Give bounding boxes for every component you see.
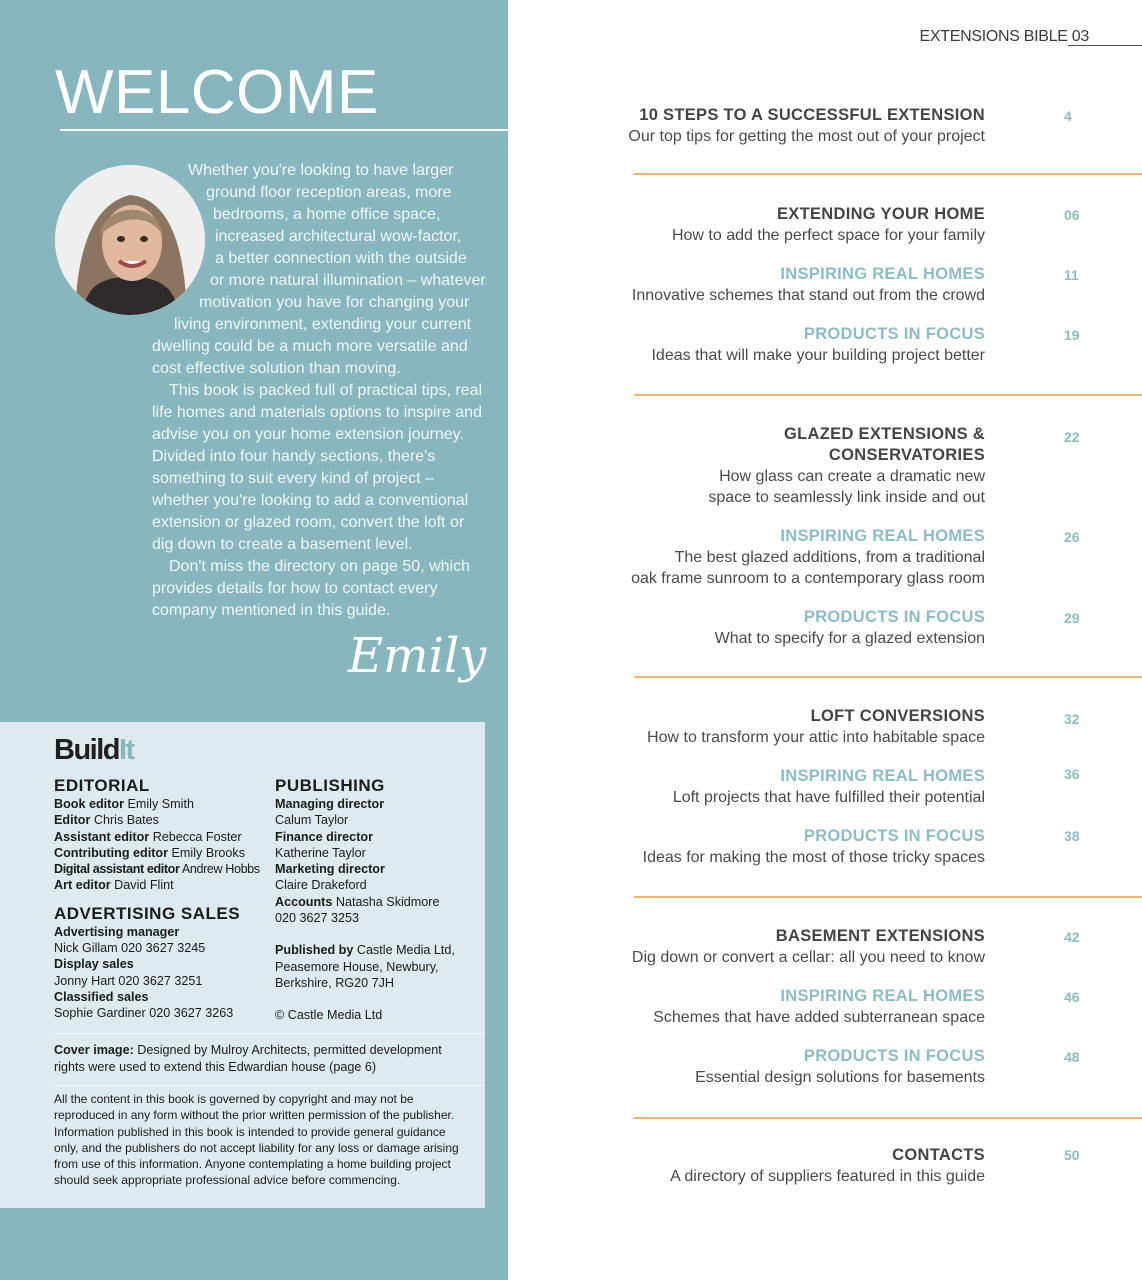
copyright: © Castle Media Ltd	[275, 1008, 383, 1023]
entry-desc: Essential design solutions for basements	[695, 1069, 985, 1086]
logo-accent: It	[119, 734, 134, 766]
cover-label: Cover image:	[54, 1043, 134, 1057]
cover-text: rights were used to extend this Edwardian house (page 6)	[54, 1059, 377, 1074]
credit-role: Art editor	[54, 878, 111, 893]
contents-entry[interactable]	[647, 706, 985, 748]
entry-title: PRODUCTS IN FOCUS	[803, 1047, 985, 1065]
spacer	[54, 894, 266, 904]
intro-line: ground floor reception areas, more	[206, 184, 452, 201]
publisher-line: Peasemore House, Newbury,	[275, 959, 439, 974]
section-divider	[634, 394, 1142, 396]
welcome-rule	[60, 129, 508, 131]
entry-title: CONTACTS	[892, 1146, 985, 1164]
credit-role: Editor	[54, 813, 91, 828]
intro-line: something to suit every kind of project –	[152, 470, 434, 487]
credit-name: Andrew Hobbs	[181, 862, 260, 877]
credit-row	[54, 845, 266, 861]
credit-role: Classified sales	[54, 989, 149, 1004]
entry-page-number: 48	[1064, 1049, 1080, 1065]
page-header: EXTENSIONS BIBLE 03	[919, 28, 1089, 45]
entry-desc: Our top tips for getting the most out of your project	[628, 128, 985, 145]
legal-line: reproduced in any form without the prior written permission of the publisher.	[54, 1108, 455, 1123]
entry-page-number: 46	[1064, 989, 1080, 1005]
credit-name: Rebecca Foster	[152, 829, 242, 844]
intro-line: advise you on your home extension journey.	[152, 426, 464, 443]
intro-line: Divided into four handy sections, there's	[152, 448, 436, 465]
credits-box	[0, 722, 485, 1208]
entry-title-line2: CONSERVATORIES	[828, 446, 985, 464]
legal-line: should seek appropriate professional advice before commencing.	[54, 1173, 401, 1188]
entry-page-number: 4	[1064, 108, 1072, 124]
contents-entry[interactable]	[653, 986, 985, 1028]
credit-role: Advertising manager	[54, 924, 180, 939]
entry-title: PRODUCTS IN FOCUS	[803, 325, 985, 343]
cover-credit	[54, 1042, 464, 1075]
credit-role: Marketing director	[275, 862, 385, 877]
credit-role: Book editor	[54, 797, 124, 811]
contents-entry[interactable]	[643, 826, 985, 868]
legal-line: Information published in this book is intended to provide general guidance	[54, 1124, 446, 1139]
entry-desc: How to add the perfect space for your family	[671, 227, 985, 244]
entry-title: 10 STEPS TO A SUCCESSFUL EXTENSION	[639, 106, 985, 124]
intro-line: extension or glazed room, convert the loft or	[152, 514, 465, 531]
intro-line: cost effective solution than moving.	[152, 360, 401, 377]
credit-name: Nick Gillam 020 3627 3245	[54, 941, 206, 956]
header-rule	[1068, 45, 1142, 46]
credit-row	[54, 877, 266, 893]
credit-role: Accounts	[275, 894, 333, 909]
section-divider	[634, 896, 1142, 898]
credit-row	[275, 894, 480, 910]
contents-entry[interactable]	[672, 204, 985, 246]
entry-title: BASEMENT EXTENSIONS	[775, 927, 985, 945]
credit-name: Calum Taylor	[275, 813, 349, 828]
credit-name: Natasha Skidmore	[335, 894, 440, 909]
entry-desc: Schemes that have added subterranean space	[653, 1009, 985, 1026]
credit-row	[54, 812, 266, 828]
entry-page-number: 19	[1064, 327, 1080, 343]
legal-line: All the content in this book is governed by copyright and may not be	[54, 1092, 414, 1106]
credit-name: Emily Brooks	[171, 845, 246, 860]
contents-entry[interactable]	[632, 264, 985, 306]
credit-row	[54, 829, 266, 845]
credits-divider	[54, 1033, 485, 1034]
entry-page-number: 22	[1064, 429, 1080, 445]
intro-line: dwelling could be a much more versatile and	[152, 338, 468, 355]
publisher-line: Castle Media Ltd,	[356, 943, 455, 958]
welcome-heading: WELCOME	[55, 58, 379, 127]
cover-row	[54, 1042, 464, 1059]
intro-line: Whether you're looking to have larger	[188, 162, 454, 179]
entry-desc: How to transform your attic into habitable space	[647, 729, 985, 746]
credit-name: Emily Smith	[127, 797, 194, 811]
entry-desc: A directory of suppliers featured in this guide	[670, 1168, 985, 1185]
credits-column-right	[275, 776, 480, 1024]
credit-name: David Flint	[114, 878, 174, 893]
entry-title: INSPIRING REAL HOMES	[780, 265, 985, 283]
spacer	[275, 926, 480, 942]
intro-line: increased architectural wow-factor,	[215, 228, 462, 245]
contents-entry[interactable]	[715, 607, 985, 649]
cover-text: Designed by Mulroy Architects, permitted development	[137, 1043, 442, 1057]
contents-entry[interactable]	[651, 324, 985, 366]
contents-entry[interactable]	[708, 424, 985, 508]
legal-line: only, and the publishers do not accept liability for any loss or damage arising	[54, 1140, 459, 1155]
entry-page-number: 36	[1064, 766, 1080, 782]
intro-line: dig down to create a basement level.	[152, 536, 413, 553]
publishing-heading: PUBLISHING	[275, 776, 385, 795]
entry-desc: Loft projects that have fulfilled their potential	[672, 789, 985, 806]
entry-title: GLAZED EXTENSIONS &	[784, 425, 985, 443]
legal-line: from use of this information. Anyone contemplating a home building project	[54, 1157, 451, 1172]
entry-title: PRODUCTS IN FOCUS	[803, 608, 985, 626]
intro-line: life homes and materials options to inspire and	[152, 404, 482, 421]
contents-entry[interactable]	[695, 1046, 985, 1088]
editorial-heading: EDITORIAL	[54, 776, 150, 795]
publisher-row	[275, 942, 480, 958]
entry-desc: What to specify for a glazed extension	[714, 630, 985, 647]
intro-line: motivation you have for changing your	[199, 294, 470, 311]
credit-name: Chris Bates	[93, 813, 159, 828]
credits-column-left	[54, 776, 266, 1022]
contents-entry[interactable]	[628, 105, 985, 147]
credit-name: Jonny Hart 020 3627 3251	[54, 973, 203, 988]
entry-desc: Innovative schemes that stand out from the crowd	[631, 287, 985, 304]
publisher-label: Published by	[275, 943, 354, 958]
contents-entry[interactable]	[673, 766, 985, 808]
entry-page-number: 06	[1064, 207, 1080, 223]
credit-row	[54, 796, 266, 812]
credit-name: Katherine Taylor	[275, 845, 366, 860]
contents-entry[interactable]	[631, 526, 985, 589]
entry-desc: How glass can create a dramatic new	[719, 468, 985, 485]
publisher-line: Berkshire, RG20 7JH	[275, 975, 394, 990]
spacer	[275, 991, 480, 1007]
credit-role: Digital assistant editor	[54, 862, 180, 877]
entry-desc: Ideas that will make your building project better	[651, 347, 985, 364]
welcome-intro	[152, 160, 487, 622]
legal-notice	[54, 1091, 479, 1189]
entry-title: PRODUCTS IN FOCUS	[803, 827, 985, 845]
intro-line: or more natural illumination – whatever	[210, 272, 486, 289]
section-divider	[634, 1117, 1142, 1119]
intro-line: provides details for how to contact every	[152, 580, 438, 597]
credit-row	[54, 861, 266, 877]
intro-line: living environment, extending your current	[174, 316, 472, 333]
intro-line: This book is packed full of practical tips, real	[169, 382, 483, 399]
credit-role: Contributing editor	[54, 845, 169, 860]
credit-name: Sophie Gardiner 020 3627 3263	[54, 1006, 234, 1021]
entry-desc: oak frame sunroom to a contemporary glass room	[631, 570, 985, 587]
entry-title: LOFT CONVERSIONS	[810, 707, 985, 725]
credits-divider	[54, 1085, 485, 1086]
intro-line: company mentioned in this guide.	[152, 602, 391, 619]
build-it-logo	[54, 736, 134, 765]
credit-role: Assistant editor	[54, 829, 150, 844]
credit-role: Finance director	[275, 829, 373, 844]
entry-title: INSPIRING REAL HOMES	[780, 767, 985, 785]
entry-desc: Ideas for making the most of those tricky spaces	[642, 849, 985, 866]
credit-phone: 020 3627 3253	[275, 911, 360, 926]
intro-line: a better connection with the outside	[215, 250, 467, 267]
entry-page-number: 26	[1064, 529, 1080, 545]
intro-line: whether you're looking to add a conventional	[152, 492, 469, 509]
editor-signature: Emily	[348, 628, 487, 684]
entry-title: INSPIRING REAL HOMES	[780, 527, 985, 545]
advertising-heading: ADVERTISING SALES	[54, 903, 241, 923]
entry-page-number: 38	[1064, 828, 1080, 844]
contents-entry[interactable]	[632, 926, 985, 968]
section-divider	[634, 676, 1142, 678]
intro-line: bedrooms, a home office space,	[213, 206, 441, 223]
credit-role: Display sales	[54, 957, 134, 972]
logo-main: Build	[54, 734, 119, 766]
entry-page-number: 42	[1064, 929, 1080, 945]
credit-name: Claire Drakeford	[275, 878, 367, 893]
entry-desc: The best glazed additions, from a traditional	[674, 549, 985, 566]
entry-page-number: 11	[1064, 267, 1079, 283]
entry-title: INSPIRING REAL HOMES	[780, 987, 985, 1005]
entry-desc: space to seamlessly link inside and out	[708, 489, 985, 506]
section-divider	[634, 173, 1142, 175]
contents-entry[interactable]	[670, 1145, 985, 1187]
credit-role: Managing director	[275, 797, 385, 811]
entry-desc: Dig down or convert a cellar: all you need to know	[631, 949, 985, 966]
intro-line: Don't miss the directory on page 50, which	[169, 558, 470, 575]
entry-page-number: 29	[1064, 610, 1080, 626]
entry-page-number: 50	[1064, 1147, 1080, 1163]
entry-title: EXTENDING YOUR HOME	[776, 205, 985, 223]
entry-page-number: 32	[1064, 711, 1080, 727]
